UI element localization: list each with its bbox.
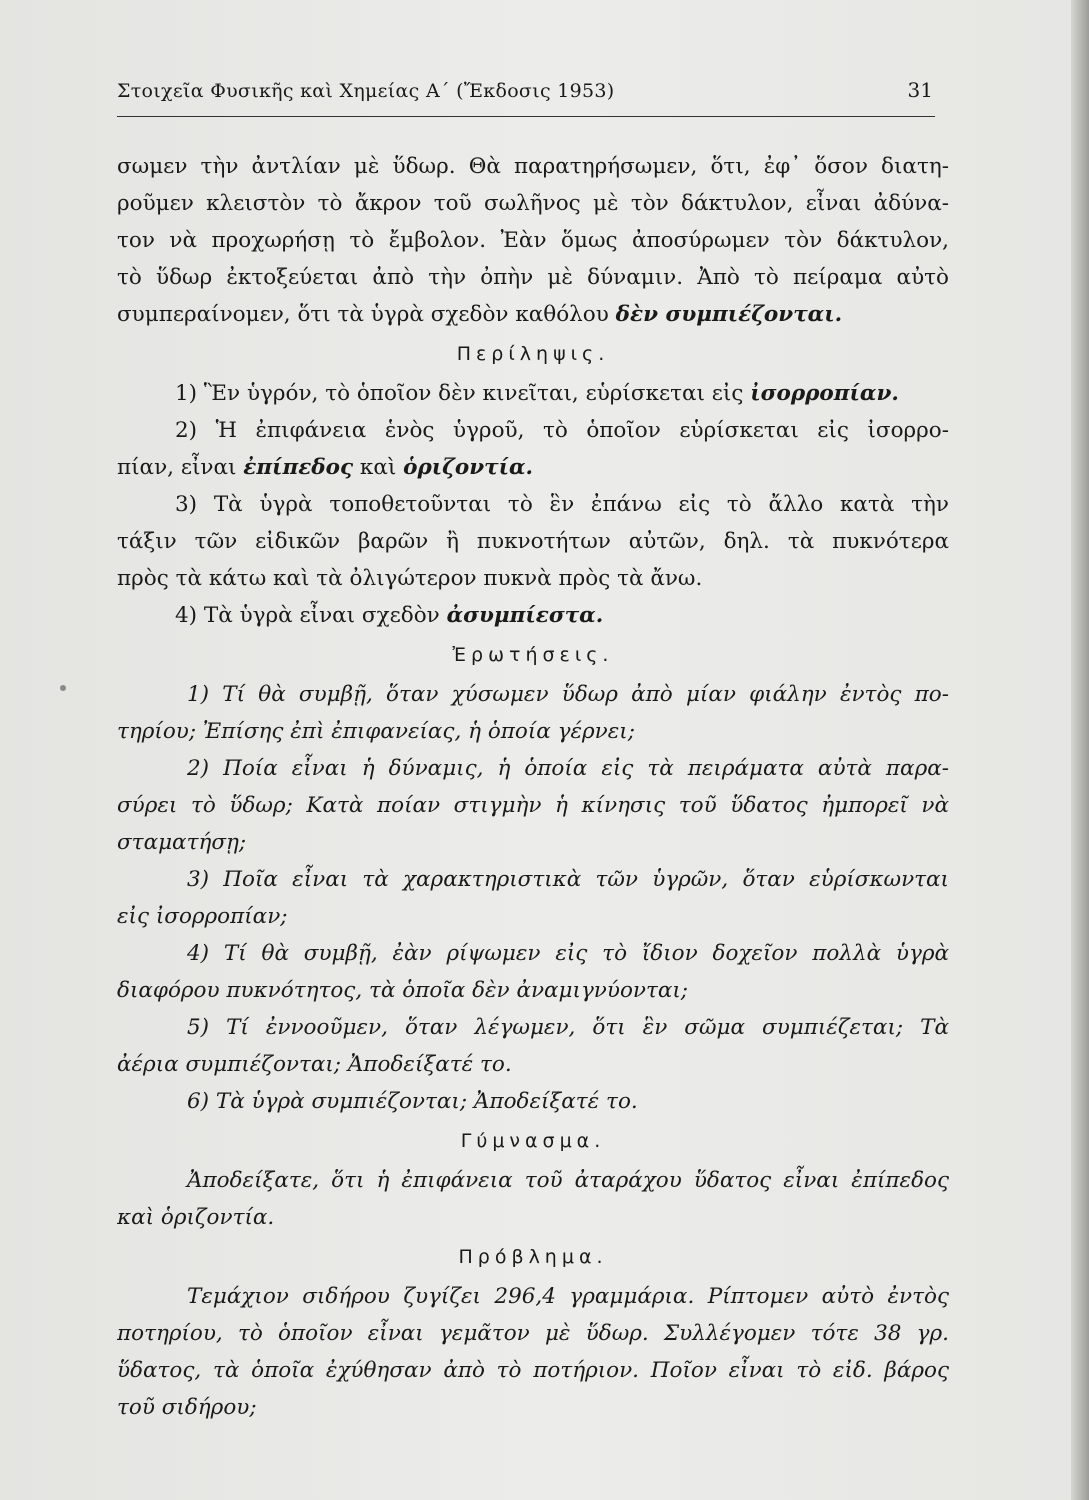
summary-item: 2) Ἡ ἐπιφάνεια ἑνὸς ὑγροῦ, τὸ ὁποῖον εὑρίσκεται εἰς ἰσορρο- bbox=[175, 418, 949, 443]
text-line: τάξιν τῶν εἰδικῶν βαρῶν ἢ πυκνοτήτων αὐτῶν, δηλ. τὰ πυκνότερα bbox=[117, 529, 949, 554]
section-heading-questions: Ἐρωτήσεις. bbox=[452, 644, 614, 666]
question-item: 4) Τί θὰ συμβῇ, ἐὰν ρίψωμεν εἰς τὸ ἴδιον δοχεῖον πολλὰ ὑγρὰ bbox=[187, 941, 949, 966]
text-line: εἰς ἰσορροπίαν; bbox=[117, 904, 288, 929]
emphasis: δὲν συμπιέζονται. bbox=[615, 302, 843, 327]
text-line: τὸ ὕδωρ ἐκτοξεύεται ἀπὸ τὴν ὀπὴν μὲ δύναμιν. Ἀπὸ τὸ πείραμα αὐτὸ bbox=[117, 265, 949, 290]
text-line: ἀέρια συμπιέζονται; Ἀποδείξατέ το. bbox=[117, 1052, 512, 1077]
emphasis: ἰσορροπίαν. bbox=[750, 381, 899, 406]
text-line: σταματήσῃ; bbox=[117, 830, 247, 855]
question-item: 1) Τί θὰ συμβῇ, ὅταν χύσωμεν ὕδωρ ἀπὸ μίαν φιάλην ἐντὸς πο- bbox=[187, 682, 949, 707]
text-line: σύρει τὸ ὕδωρ; Κατὰ ποίαν στιγμὴν ἡ κίνησις τοῦ ὕδατος ἠμπορεῖ νὰ bbox=[117, 793, 949, 818]
summary-item: 3) Τὰ ὑγρὰ τοποθετοῦνται τὸ ἓν ἐπάνω εἰς τὸ ἄλλο κατὰ τὴν bbox=[175, 492, 949, 517]
text-line: τηρίου; Ἐπίσης ἐπὶ ἐπιφανείας, ἡ ὁποία γέρνει; bbox=[117, 719, 635, 744]
page-edge-shadow bbox=[1071, 0, 1089, 1500]
text-line: σωμεν τὴν ἀντλίαν μὲ ὕδωρ. Θὰ παρατηρήσωμεν, ὅτι, ἐφ᾽ ὅσον διατη- bbox=[117, 154, 949, 179]
problem-text: Τεμάχιον σιδήρου ζυγίζει 296,4 γραμμάρια. Ρίπτομεν αὐτὸ ἐντὸς bbox=[187, 1284, 949, 1309]
page-header bbox=[117, 78, 935, 118]
ink-smudge bbox=[60, 685, 66, 691]
text-line: τον νὰ προχωρήσῃ τὸ ἔμβολον. Ἐὰν ὅμως ἀποσύρωμεν τὸν δάκτυλον, bbox=[117, 228, 949, 253]
page-number: 31 bbox=[907, 78, 933, 102]
exercise-text: Ἀποδείξατε, ὅτι ἡ ἐπιφάνεια τοῦ ἀταράχου ὕδατος εἶναι ἐπίπεδος bbox=[187, 1168, 949, 1193]
question-item: 6) Τὰ ὑγρὰ συμπιέζονται; Ἀποδείξατέ το. bbox=[187, 1089, 638, 1114]
section-heading-problem: Πρόβλημα. bbox=[458, 1246, 608, 1268]
section-heading-summary: Περίληψις. bbox=[456, 343, 610, 365]
summary-item: 1) Ἓν ὑγρόν, τὸ ὁποῖον δὲν κινεῖται, εὑρίσκεται εἰς ἰσορροπίαν. bbox=[175, 381, 899, 406]
page-body bbox=[117, 148, 949, 1426]
emphasis: ὁριζοντία. bbox=[403, 455, 534, 480]
header-rule bbox=[117, 116, 935, 117]
text-line: πρὸς τὰ κάτω καὶ τὰ ὀλιγώτερον πυκνὰ πρὸς τὰ ἄνω. bbox=[117, 566, 703, 591]
text-line: καὶ ὁριζοντία. bbox=[117, 1205, 275, 1230]
text-line: ποτηρίου, τὸ ὁποῖον εἶναι γεμᾶτον μὲ ὕδωρ. Συλλέγομεν τότε 38 γρ. bbox=[117, 1321, 949, 1346]
text-line: πίαν, εἶναι ἐπίπεδος καὶ ὁριζοντία. bbox=[117, 455, 534, 480]
question-item: 2) Ποία εἶναι ἡ δύναμις, ἡ ὁποία εἰς τὰ πειράματα αὐτὰ παρα- bbox=[187, 756, 949, 781]
emphasis: ἐπίπεδος bbox=[243, 455, 354, 480]
text-line: τοῦ σιδήρου; bbox=[117, 1395, 257, 1420]
running-head: Στοιχεῖα Φυσικῆς καὶ Χημείας Α΄ (Ἔκδοσις 1953) bbox=[117, 80, 615, 102]
text-line: ροῦμεν κλειστὸν τὸ ἄκρον τοῦ σωλῆνος μὲ τὸν δάκτυλον, εἶναι ἀδύνα- bbox=[117, 191, 949, 216]
text-line: διαφόρου πυκνότητος, τὰ ὁποῖα δὲν ἀναμιγνύονται; bbox=[117, 978, 689, 1003]
question-item: 5) Τί ἐννοοῦμεν, ὅταν λέγωμεν, ὅτι ἓν σῶμα συμπιέζεται; Τὰ bbox=[187, 1015, 949, 1040]
summary-item: 4) Τὰ ὑγρὰ εἶναι σχεδὸν ἀσυμπίεστα. bbox=[175, 603, 604, 628]
emphasis: ἀσυμπίεστα. bbox=[446, 603, 604, 628]
question-item: 3) Ποῖα εἶναι τὰ χαρακτηριστικὰ τῶν ὑγρῶν, ὅταν εὑρίσκωνται bbox=[187, 867, 949, 892]
text-line: ὕδατος, τὰ ὁποῖα ἐχύθησαν ἀπὸ τὸ ποτήριον. Ποῖον εἶναι τὸ εἰδ. βάρος bbox=[117, 1358, 949, 1383]
text-line: συμπεραίνομεν, ὅτι τὰ ὑγρὰ σχεδὸν καθόλου δὲν συμπιέζονται. bbox=[117, 302, 843, 327]
section-heading-exercise: Γύμνασμα. bbox=[460, 1130, 606, 1152]
